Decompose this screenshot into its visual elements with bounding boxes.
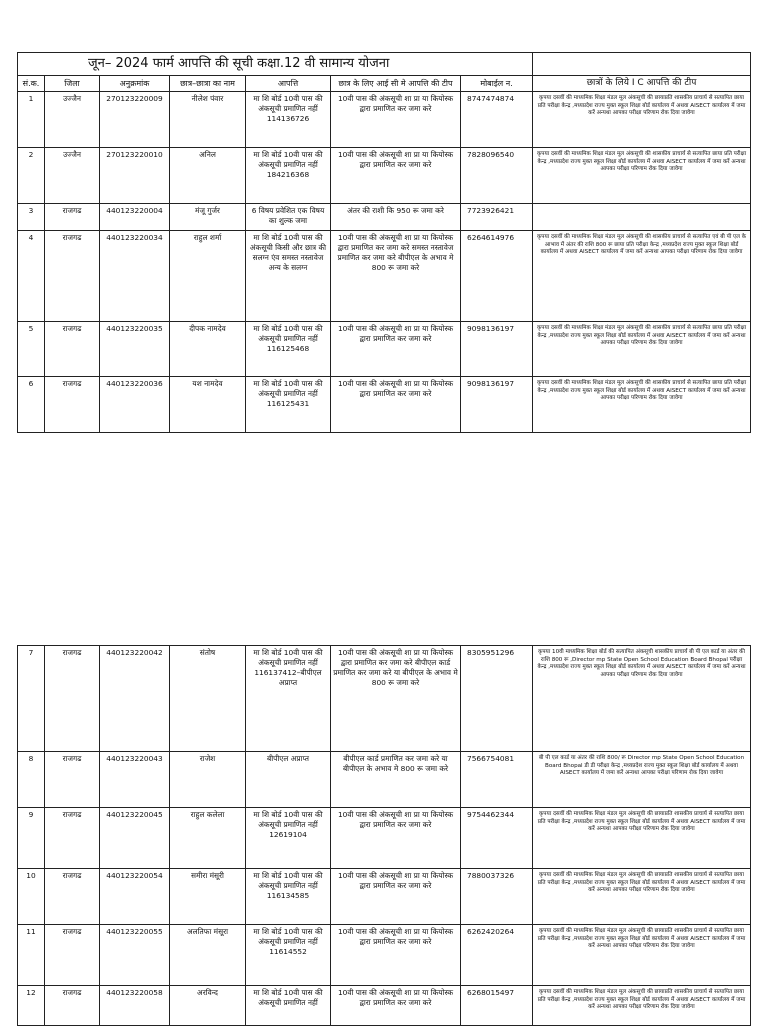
ic-note-cell: 10वी पास की अंकसूची शा प्रा या कियोस्क द्वारा प्रमाणित कर जमा करे bbox=[331, 925, 461, 986]
name-cell: राजेश bbox=[170, 752, 246, 808]
objection-cell: मा शि बोर्ड 10वी पास की अंकसूची प्रमाणित नहीं 11614552 bbox=[246, 925, 331, 986]
name-cell: नीलेश पंवार bbox=[170, 92, 246, 148]
roll-cell: 440123220034 bbox=[100, 231, 170, 322]
ic-note-cell: 10वी पास की अंकसूची शा प्रा या कियोस्क द्वारा प्रमाणित कर जमा करे बीपीएल कार्ड प्रमाणित कर जमा करे या बीपीएल के अभाव मे 800 रू जमा करे bbox=[331, 646, 461, 752]
roll-cell: 270123220010 bbox=[100, 148, 170, 204]
header-district: जिला bbox=[45, 76, 100, 92]
mobile-cell: 6262420264 bbox=[461, 925, 533, 986]
district-cell: उज्जैन bbox=[45, 92, 100, 148]
mobile-cell: 9098136197 bbox=[461, 322, 533, 377]
sno-cell: 4 bbox=[18, 231, 45, 322]
objection-cell: मा शि बोर्ड 10वी पास की अंकसूची प्रमाणित नहीं 116125468 bbox=[246, 322, 331, 377]
name-cell: यश नामदेव bbox=[170, 377, 246, 433]
district-cell: राजगढ bbox=[45, 231, 100, 322]
table-row bbox=[18, 231, 751, 322]
title-blank-cell bbox=[533, 53, 751, 76]
name-cell: अलतिफा मंसूरा bbox=[170, 925, 246, 986]
district-cell: राजगढ bbox=[45, 322, 100, 377]
student-note-cell: कृपया दसवीं की माध्यमिक शिक्षा मंडल मूल अंकसूची की शासकीय प्राचार्य से सत्यापित छाया प्रति परीक्षा केन्द्र ,मध्यप्रदेश राज्य मुक्त स्कूल शिक्षा बोर्ड कार्यालय में अथवा AISECT कार्यालय में जमा करें अन्यथा आपका परीक्षा परिणाम रोक दिया जावेगा bbox=[533, 148, 751, 204]
sno-cell: 10 bbox=[18, 869, 45, 925]
table-row bbox=[18, 646, 751, 752]
objection-cell: मा शि बोर्ड 10वी पास की अंकसूची प्रमाणित नहीं bbox=[246, 986, 331, 1026]
objection-cell: बीपीएल अप्राप्त bbox=[246, 752, 331, 808]
name-cell: राहुल कलेला bbox=[170, 808, 246, 869]
mobile-cell: 6268015497 bbox=[461, 986, 533, 1026]
student-note-cell: कृपया दसवीं की माध्यमिक शिक्षा मंडल मूल अंकसूची की शासकीय प्राचार्य से सत्यापित एवं बी पी एल के आभाव में अंतर की राशि 800 रू छाया प्रति परीक्षा केन्द्र ,मध्यप्रदेश राज्य मुक्त स्कूल शिक्षा बोर्ड कार्यालय में अथवा AISECT कार्यालय में जमा करें अन्यथा आपका परीक्षा परिणाम रोक दिया जावेगा bbox=[533, 231, 751, 322]
ic-note-cell: अंतर की राशी कि 950 रू जमा करे bbox=[331, 204, 461, 231]
sno-cell: 1 bbox=[18, 92, 45, 148]
mobile-cell: 9754462344 bbox=[461, 808, 533, 869]
roll-cell: 440123220042 bbox=[100, 646, 170, 752]
student-note-cell: कृपया दसवीं की माध्यमिक शिक्षा मंडल मूल अंकसूची की शासकीय प्राचार्य से सत्यापित छाया प्रति परीक्षा केन्द्र ,मध्यप्रदेश राज्य मुक्त स्कूल शिक्षा बोर्ड कार्यालय में अथवा AISECT कार्यालय में जमा करें अन्यथा आपका परीक्षा परिणाम रोक दिया जावेगा bbox=[533, 322, 751, 377]
roll-cell: 440123220054 bbox=[100, 869, 170, 925]
district-cell: राजगढ bbox=[45, 986, 100, 1026]
sno-cell: 9 bbox=[18, 808, 45, 869]
objection-cell: मा शि बोर्ड 10वी पास की अंकसूची प्रमाणित नहीं 116137412–बीपीएल अप्राप्त bbox=[246, 646, 331, 752]
student-note-cell: कृपया 10वी माध्यमिक शिक्षा बोर्ड की सत्यापित अंकसूची शासकीय प्राचार्य बी पी एल कार्ड या अंतर की राशि 800 रू ,Director mp State Open School Education Board Bhopal परीक्षा केन्द्र ,मध्यप्रदेश राज्य मुक्त स्कूल शिक्षा बोर्ड कार्यालय में अथवा AISECT कार्यालय में जमा करें अन्यथा आपका परीक्षा परिणाम रोक दिया जावेगा bbox=[533, 646, 751, 752]
student-note-cell: कृपया दसवीं की माध्यमिक शिक्षा मंडल मूल अंकसूची की छायाप्रति शासकीय प्राचार्य से सत्यापित छाया प्रति परीक्षा केन्द्र ,मध्यप्रदेश राज्य मुक्त स्कूल शिक्षा बोर्ड कार्यालय में अथवा AISECT कार्यालय में जमा करें अन्यथा आपका परीक्षा परिणाम रोक दिया जावेगा bbox=[533, 869, 751, 925]
mobile-cell: 8747474874 bbox=[461, 92, 533, 148]
mobile-cell: 6264614976 bbox=[461, 231, 533, 322]
table-body-page-2 bbox=[18, 646, 751, 1026]
student-note-cell: कृपया दसवीं की माध्यमिक शिक्षा मंडल मूल अंकसूची की शासकीय प्राचार्य से सत्यापित छाया प्रति परीक्षा केन्द्र ,मध्यप्रदेश राज्य मुक्त स्कूल शिक्षा बोर्ड कार्यालय में अथवा AISECT कार्यालय में जमा करें अन्यथा आपका परीक्षा परिणाम रोक दिया जावेगा bbox=[533, 377, 751, 433]
district-cell: राजगढ bbox=[45, 808, 100, 869]
name-cell: मंजू गुर्जर bbox=[170, 204, 246, 231]
objection-table-page-1 bbox=[17, 52, 751, 433]
table-row bbox=[18, 925, 751, 986]
roll-cell: 440123220055 bbox=[100, 925, 170, 986]
mobile-cell: 7828096540 bbox=[461, 148, 533, 204]
district-cell: उज्जैन bbox=[45, 148, 100, 204]
roll-cell: 440123220036 bbox=[100, 377, 170, 433]
district-cell: राजगढ bbox=[45, 377, 100, 433]
name-cell: अनिल bbox=[170, 148, 246, 204]
mobile-cell: 7723926421 bbox=[461, 204, 533, 231]
mobile-cell: 7880037326 bbox=[461, 869, 533, 925]
header-mobile: मोबाईल न. bbox=[461, 76, 533, 92]
sno-cell: 6 bbox=[18, 377, 45, 433]
header-roll: अनुक्रमांक bbox=[100, 76, 170, 92]
table-row bbox=[18, 204, 751, 231]
student-note-cell: कृपया दसवीं की माध्यमिक शिक्षा मंडल मूल अंकसूची की छायाप्रति शासकीय प्राचार्य से सत्यापित छाया प्रति परीक्षा केन्द्र ,मध्यप्रदेश राज्य मुक्त स्कूल शिक्षा बोर्ड कार्यालय में अथवा AISECT कार्यालय में जमा करें अन्यथा आपका परीक्षा परिणाम रोक दिया जावेगा bbox=[533, 92, 751, 148]
ic-note-cell: 10वी पास की अंकसूची शा प्रा या कियोस्क द्वारा प्रमाणित कर जमा करे bbox=[331, 377, 461, 433]
ic-note-cell: 10वी पास की अंकसूची शा प्रा या कियोस्क द्वारा प्रमाणित कर जमा करे bbox=[331, 986, 461, 1026]
student-note-cell: कृपया दसवीं की माध्यमिक शिक्षा मंडल मूल अंकसूची की छायाप्रति शासकीय प्राचार्य से सत्यापित छाया प्रति परीक्षा केन्द्र ,मध्यप्रदेश राज्य मुक्त स्कूल शिक्षा बोर्ड कार्यालय में अथवा AISECT कार्यालय में जमा करें अन्यथा आपका परीक्षा परिणाम रोक दिया जावेगा bbox=[533, 925, 751, 986]
table-row bbox=[18, 322, 751, 377]
roll-cell: 440123220043 bbox=[100, 752, 170, 808]
student-note-cell: कृपया दसवीं की माध्यमिक शिक्षा मंडल मूल अंकसूची की छायाप्रति शासकीय प्राचार्य से सत्यापित छाया प्रति परीक्षा केन्द्र ,मध्यप्रदेश राज्य मुक्त स्कूल शिक्षा बोर्ड कार्यालय में अथवा AISECT कार्यालय में जमा करें अन्यथा आपका परीक्षा परिणाम रोक दिया जावेगा bbox=[533, 808, 751, 869]
student-note-cell: कृपया दसवीं की माध्यमिक शिक्षा मंडल मूल अंकसूची की छायाप्रति शासकीय प्राचार्य से सत्यापित छाया प्रति परीक्षा केन्द्र ,मध्यप्रदेश राज्य मुक्त स्कूल शिक्षा बोर्ड कार्यालय में अथवा AISECT कार्यालय में जमा करें अन्यथा आपका परीक्षा परिणाम रोक दिया जावेगा bbox=[533, 986, 751, 1026]
objection-cell: मा शि बोर्ड 10वी पास की अंकसूची प्रमाणित नहीं 184216368 bbox=[246, 148, 331, 204]
objection-cell: मा शि बोर्ड 10वी पास की अंकसूची प्रमाणित नहीं 12619104 bbox=[246, 808, 331, 869]
header-name: छात्र–छात्रा का नाम bbox=[170, 76, 246, 92]
roll-cell: 270123220009 bbox=[100, 92, 170, 148]
district-cell: राजगढ bbox=[45, 925, 100, 986]
header-student-note: छात्रों के लिये I C आपत्ति की टीप bbox=[533, 76, 751, 92]
table-row bbox=[18, 808, 751, 869]
table-row bbox=[18, 377, 751, 433]
sno-cell: 8 bbox=[18, 752, 45, 808]
district-cell: राजगढ bbox=[45, 204, 100, 231]
ic-note-cell: 10वी पास की अंकसूची शा प्रा या कियोस्क द्वारा प्रमाणित कर जमा करे bbox=[331, 869, 461, 925]
objection-cell: मा शि बोर्ड 10वी पास की अंकसूची प्रमाणित नहीं 116125431 bbox=[246, 377, 331, 433]
table-row bbox=[18, 869, 751, 925]
table-row bbox=[18, 986, 751, 1026]
sno-cell: 7 bbox=[18, 646, 45, 752]
mobile-cell: 7566754081 bbox=[461, 752, 533, 808]
header-objection: आपत्ति bbox=[246, 76, 331, 92]
objection-cell: मा शि बोर्ड 10वी पास की अंकसूची प्रमाणित नहीं 114136726 bbox=[246, 92, 331, 148]
sno-cell: 5 bbox=[18, 322, 45, 377]
name-cell: दीपक नामदेव bbox=[170, 322, 246, 377]
header-row bbox=[18, 76, 751, 92]
name-cell: संतोष bbox=[170, 646, 246, 752]
student-note-cell bbox=[533, 204, 751, 231]
name-cell: अरविन्द bbox=[170, 986, 246, 1026]
name-cell: राहुल शर्मा bbox=[170, 231, 246, 322]
objection-cell: 6 विषय प्रवेशित एक विषय का शुल्क जमा bbox=[246, 204, 331, 231]
table-row bbox=[18, 92, 751, 148]
sno-cell: 3 bbox=[18, 204, 45, 231]
table-body-page-1 bbox=[18, 92, 751, 433]
objection-table-page-2 bbox=[17, 645, 751, 1026]
roll-cell: 440123220045 bbox=[100, 808, 170, 869]
mobile-cell: 9098136197 bbox=[461, 377, 533, 433]
document-title: जून– 2024 फार्म आपत्ति की सूची कक्षा.12 वी सामान्य योजना bbox=[18, 53, 533, 76]
district-cell: राजगढ bbox=[45, 752, 100, 808]
objection-cell: मा शि बोर्ड 10वी पास की अंकसूची प्रमाणित नहीं 116134585 bbox=[246, 869, 331, 925]
roll-cell: 440123220058 bbox=[100, 986, 170, 1026]
mobile-cell: 8305951296 bbox=[461, 646, 533, 752]
ic-note-cell: 10वी पास की अंकसूची शा प्रा या कियोस्क द्वारा प्रमाणित कर जमा करे bbox=[331, 322, 461, 377]
header-ic-note: छात्र के लिए आई सी मे आपत्ति की टीप bbox=[331, 76, 461, 92]
objection-cell: मा शि बोर्ड 10वी पास की अंकसूची किसी और छात्र की सलग्न एंव समस्त नस्तावेज अन्य के सलग्न bbox=[246, 231, 331, 322]
student-note-cell: बी पी एल कार्ड या अंतर की राशि 800/ रू Director mp State Open School Education Board Bhopal डी डी परीक्षा केन्द्र ,मध्यप्रदेश राज्य मुक्त स्कूल शिक्षा बोर्ड कार्यालय में अथवा AISECT कार्यालय में जमा करें अन्यथा आपका परीक्षा परिणाम रोक दिया जावेगा bbox=[533, 752, 751, 808]
sno-cell: 2 bbox=[18, 148, 45, 204]
name-cell: समीरा मंसूरी bbox=[170, 869, 246, 925]
table-row bbox=[18, 752, 751, 808]
sno-cell: 11 bbox=[18, 925, 45, 986]
roll-cell: 440123220004 bbox=[100, 204, 170, 231]
ic-note-cell: 10वी पास की अंकसूची शा प्रा या कियोस्क द्वारा प्रमाणित कर जमा करे bbox=[331, 92, 461, 148]
ic-note-cell: 10वी पास की अंकसूची शा प्रा या कियोस्क द्वारा प्रमाणित कर जमा करे bbox=[331, 808, 461, 869]
ic-note-cell: 10वी पास की अंकसूची शा प्रा या कियोस्क द्वारा प्रमाणित कर जमा करे समस्त नस्तावेज प्रमाणित कर जमा करे बीपीएल के अभाव मे 800 रू जमा करे bbox=[331, 231, 461, 322]
roll-cell: 440123220035 bbox=[100, 322, 170, 377]
ic-note-cell: 10वी पास की अंकसूची शा प्रा या कियोस्क द्वारा प्रमाणित कर जमा करे bbox=[331, 148, 461, 204]
district-cell: राजगढ bbox=[45, 646, 100, 752]
district-cell: राजगढ bbox=[45, 869, 100, 925]
ic-note-cell: बीपीएल कार्ड प्रमाणित कर जमा करे या बीपीएल के अभाव मे 800 रू जमा करे bbox=[331, 752, 461, 808]
sno-cell: 12 bbox=[18, 986, 45, 1026]
header-sno: सं.क. bbox=[18, 76, 45, 92]
table-row bbox=[18, 148, 751, 204]
